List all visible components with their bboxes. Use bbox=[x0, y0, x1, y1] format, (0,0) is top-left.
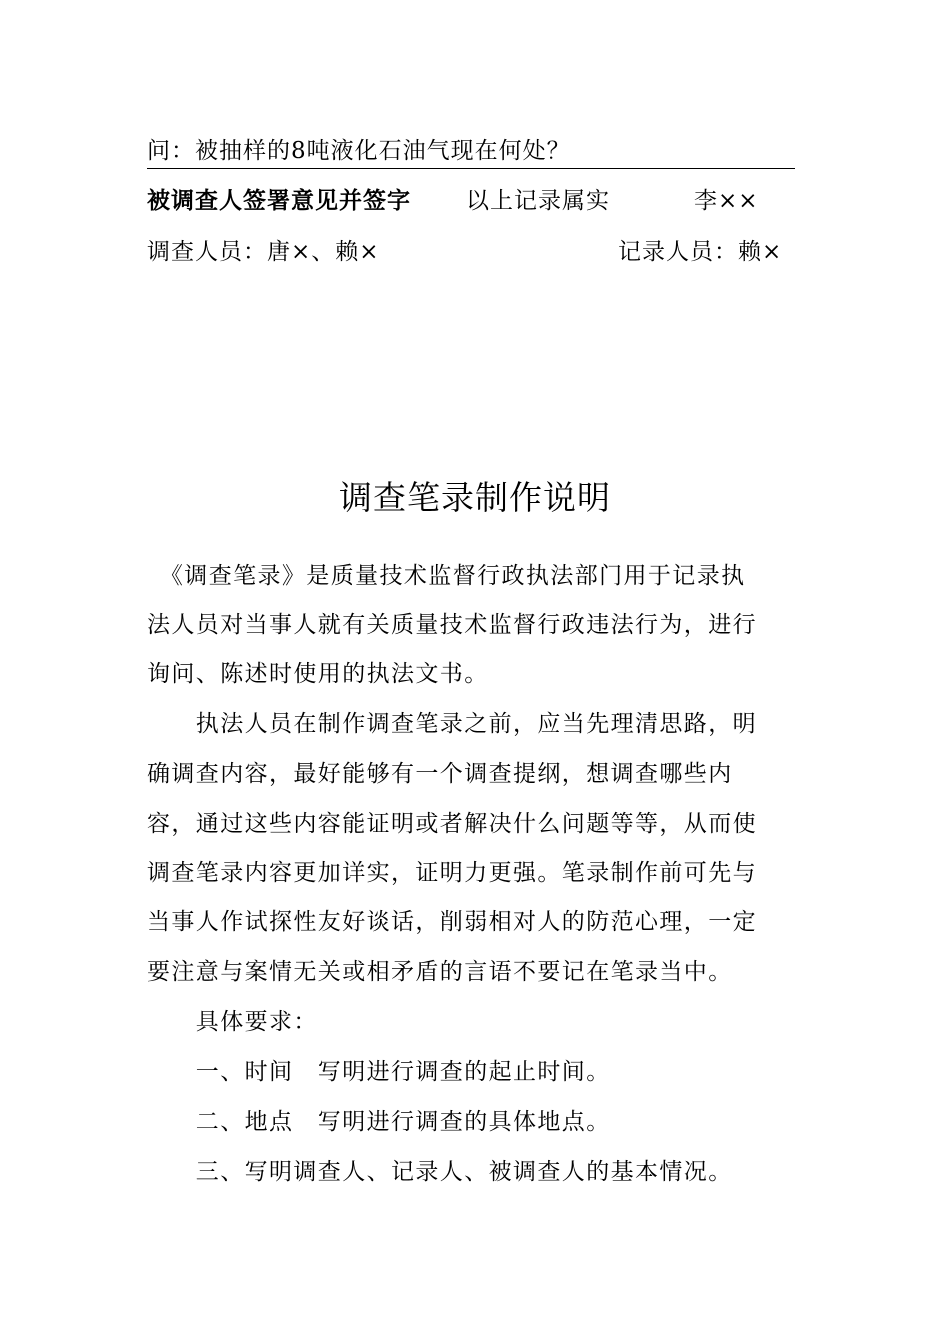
paragraph-line: 当事人作试探性友好谈话，削弱相对人的防范心理，一定 bbox=[147, 909, 757, 935]
question-line: 问：被抽样的8吨液化石油气现在何处？ bbox=[147, 136, 795, 169]
recorder-line: 记录人员：赖× bbox=[618, 239, 783, 265]
investigators-line: 调查人员：唐×、赖× bbox=[147, 239, 380, 265]
paragraph-line: 调查笔录内容更加详实，证明力更强。笔录制作前可先与 bbox=[147, 860, 757, 886]
paragraph-line: 询问、陈述时使用的执法文书。 bbox=[147, 661, 489, 687]
paragraph-line: 法人员对当事人就有关质量技术监督行政违法行为，进行 bbox=[147, 612, 757, 638]
page-title: 调查笔录制作说明 bbox=[339, 478, 611, 517]
requirement-item: 一、时间 写明进行调查的起止时间。 bbox=[147, 1059, 611, 1085]
paragraph-line: 容，通过这些内容能证明或者解决什么问题等等，从而使 bbox=[147, 811, 757, 837]
paragraph-line: 确调查内容，最好能够有一个调查提纲，想调查哪些内 bbox=[147, 761, 733, 787]
requirements-heading: 具体要求： bbox=[147, 1009, 318, 1035]
requirement-item: 二、地点 写明进行调查的具体地点。 bbox=[147, 1109, 611, 1135]
paragraph-line: 执法人员在制作调查笔录之前，应当先理清思路，明 bbox=[147, 711, 757, 737]
signature-name: 李×× bbox=[694, 188, 759, 214]
paragraph-line: 《调查笔录》是质量技术监督行政执法部门用于记录执 bbox=[147, 563, 746, 589]
signature-opinion: 以上记录属实 bbox=[466, 188, 610, 214]
paragraph-line: 要注意与案情无关或相矛盾的言语不要记在笔录当中。 bbox=[147, 959, 733, 985]
requirement-item: 三、写明调查人、记录人、被调查人的基本情况。 bbox=[147, 1159, 733, 1185]
signature-label: 被调查人签署意见并签字 bbox=[147, 187, 411, 214]
